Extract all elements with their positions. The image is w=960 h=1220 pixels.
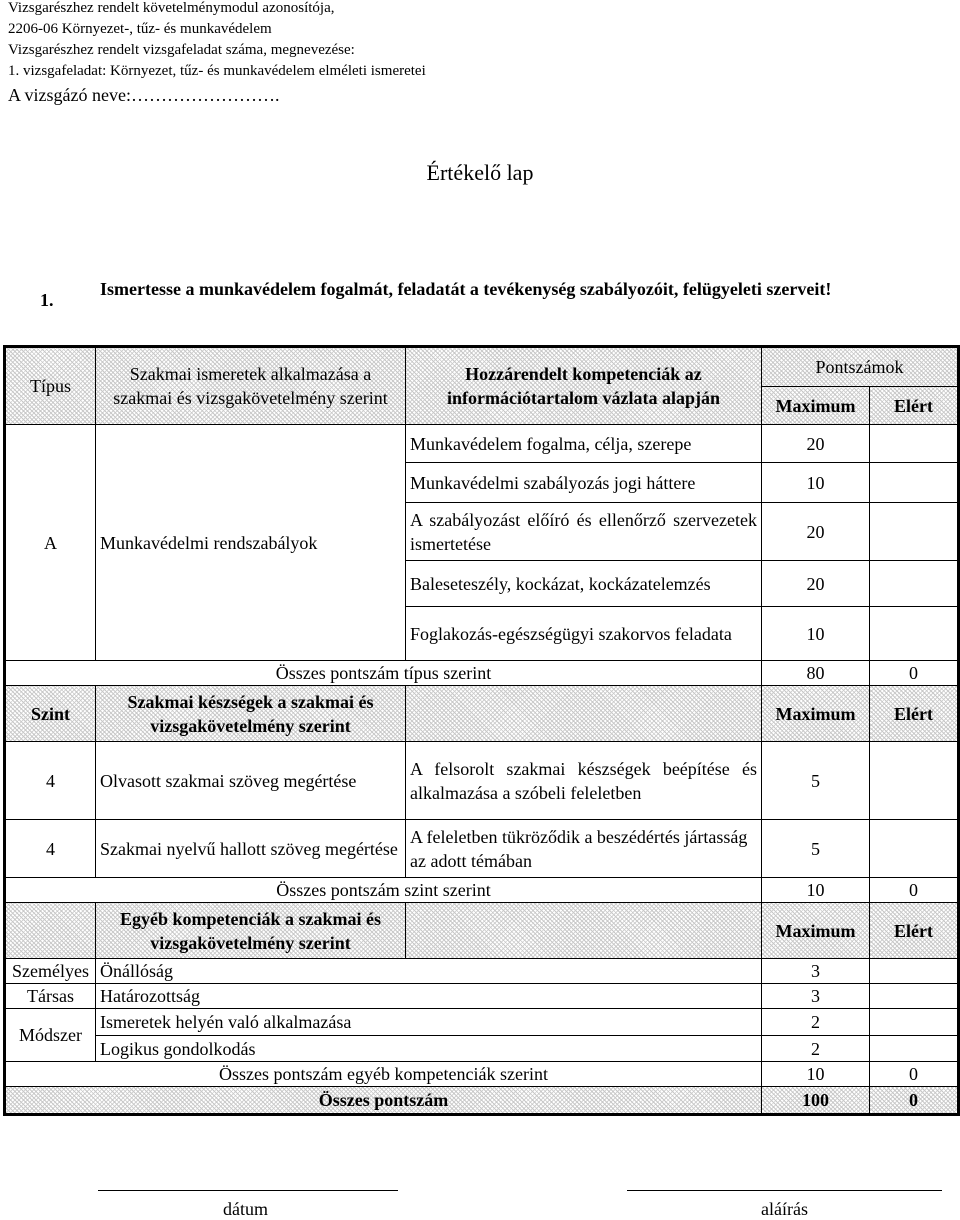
other-competencies-heading: Egyéb kompetenciák a szakmai és vizsgakövetelmény szerint: [96, 903, 406, 959]
achieved-cell[interactable]: [870, 1036, 959, 1062]
max-cell: 20: [762, 503, 870, 561]
table-row: [5, 742, 959, 820]
sum-achieved: 0: [870, 661, 959, 686]
category-cell: Társas: [5, 984, 96, 1009]
evaluation-table: [3, 345, 960, 1116]
item-cell: Ismeretek helyén való alkalmazása: [96, 1009, 762, 1036]
achieved-cell[interactable]: [870, 959, 959, 984]
max-cell: 20: [762, 561, 870, 607]
header-professional-knowledge: Szakmai ismeretek alkalmazása a szakmai és vizsgakövetelmény szerint: [96, 347, 406, 425]
item-cell: Önállóság: [96, 959, 762, 984]
competency-cell: Foglakozás-egészségügyi szakorvos feladata: [406, 607, 762, 661]
type-cell: A: [5, 425, 96, 661]
achieved-cell[interactable]: [870, 820, 959, 878]
header-maximum: Maximum: [762, 903, 870, 959]
max-cell: 5: [762, 820, 870, 878]
table-row: [5, 984, 959, 1009]
competency-cell: A felsorolt szakmai készségek beépítése és alkalmazása a szóbeli feleletben: [406, 742, 762, 820]
page-title: Értékelő lap: [426, 160, 534, 185]
sum-label: Összes pontszám szint szerint: [5, 878, 762, 903]
task-name: 1. vizsgafeladat: Környezet, tűz- és munkavédelem elméleti ismeretei: [8, 63, 426, 79]
skills-heading: Szakmai készségek a szakmai és vizsgakövetelmény szerint: [96, 686, 406, 742]
table-row: [5, 1009, 959, 1036]
table-row: [5, 425, 959, 463]
total-row: [5, 1087, 959, 1115]
sum-max: 80: [762, 661, 870, 686]
skill-cell: Olvasott szakmai szöveg megértése: [96, 742, 406, 820]
table-row: [5, 1036, 959, 1062]
achieved-cell[interactable]: [870, 561, 959, 607]
header-achieved: Elért: [870, 387, 959, 425]
header-achieved: Elért: [870, 903, 959, 959]
header-points: Pontszámok: [762, 347, 959, 387]
max-cell: 10: [762, 463, 870, 503]
competency-cell: Munkavédelem fogalma, célja, szerepe: [406, 425, 762, 463]
sum-label: Összes pontszám típus szerint: [5, 661, 762, 686]
sum-achieved: 0: [870, 1062, 959, 1087]
module-id-label: Vizsgarészhez rendelt követelménymodul azonosítója,: [8, 0, 335, 16]
achieved-cell[interactable]: [870, 742, 959, 820]
category-cell: Személyes: [5, 959, 96, 984]
achieved-cell[interactable]: [870, 1009, 959, 1036]
competency-cell: A feleletben tükröződik a beszédértés jártasság az adott témában: [406, 820, 762, 878]
signature-label: aláírás: [761, 1199, 808, 1219]
sum-label: Összes pontszám egyéb kompetenciák szerint: [5, 1062, 762, 1087]
achieved-cell[interactable]: [870, 607, 959, 661]
table-row: [5, 820, 959, 878]
signature-line: [627, 1190, 942, 1191]
item-cell: Határozottság: [96, 984, 762, 1009]
topic-cell: Munkavédelmi rendszabályok: [96, 425, 406, 661]
max-cell: 3: [762, 959, 870, 984]
date-label: dátum: [223, 1199, 268, 1219]
header-type: Típus: [5, 347, 96, 425]
item-cell: Logikus gondolkodás: [96, 1036, 762, 1062]
sum-row: [5, 661, 959, 686]
achieved-cell[interactable]: [870, 425, 959, 463]
sum-row: [5, 878, 959, 903]
skill-cell: Szakmai nyelvű hallott szöveg megértése: [96, 820, 406, 878]
achieved-cell[interactable]: [870, 463, 959, 503]
sum-row: [5, 1062, 959, 1087]
category-cell: Módszer: [5, 1009, 96, 1062]
competency-cell: Baleseteszély, kockázat, kockázatelemzés: [406, 561, 762, 607]
sum-max: 10: [762, 1062, 870, 1087]
hatched-cell: [406, 686, 762, 742]
max-cell: 20: [762, 425, 870, 463]
header-maximum: Maximum: [762, 387, 870, 425]
max-cell: 2: [762, 1009, 870, 1036]
hatched-cell: [406, 903, 762, 959]
sum-max: 10: [762, 878, 870, 903]
header-maximum: Maximum: [762, 686, 870, 742]
hatched-cell: [5, 903, 96, 959]
question-text: Ismertesse a munkavédelem fogalmát, feladatát a tevékenység szabályozóit, felügyeleti szerveit!: [100, 279, 832, 299]
module-name: 2206-06 Környezet-, tűz- és munkavédelem: [8, 21, 272, 37]
total-max: 100: [762, 1087, 870, 1115]
header-competencies: Hozzárendelt kompetenciák az információtartalom vázlata alapján: [406, 347, 762, 425]
examinee-name-field: A vizsgázó neve:…………………….: [8, 85, 280, 105]
achieved-cell[interactable]: [870, 984, 959, 1009]
max-cell: 10: [762, 607, 870, 661]
header-achieved: Elért: [870, 686, 959, 742]
level-header: Szint: [5, 686, 96, 742]
max-cell: 2: [762, 1036, 870, 1062]
total-achieved: 0: [870, 1087, 959, 1115]
achieved-cell[interactable]: [870, 503, 959, 561]
max-cell: 3: [762, 984, 870, 1009]
level-cell: 4: [5, 742, 96, 820]
table-row: [5, 959, 959, 984]
competency-cell: Munkavédelmi szabályozás jogi háttere: [406, 463, 762, 503]
question-number: 1.: [40, 290, 54, 310]
level-cell: 4: [5, 820, 96, 878]
max-cell: 5: [762, 742, 870, 820]
task-label: Vizsgarészhez rendelt vizsgafeladat száma, megnevezése:: [8, 42, 355, 58]
date-line: [98, 1190, 398, 1191]
competency-cell: A szabályozást előíró és ellenőrző szervezetek ismertetése: [406, 503, 762, 561]
total-label: Összes pontszám: [5, 1087, 762, 1115]
sum-achieved: 0: [870, 878, 959, 903]
